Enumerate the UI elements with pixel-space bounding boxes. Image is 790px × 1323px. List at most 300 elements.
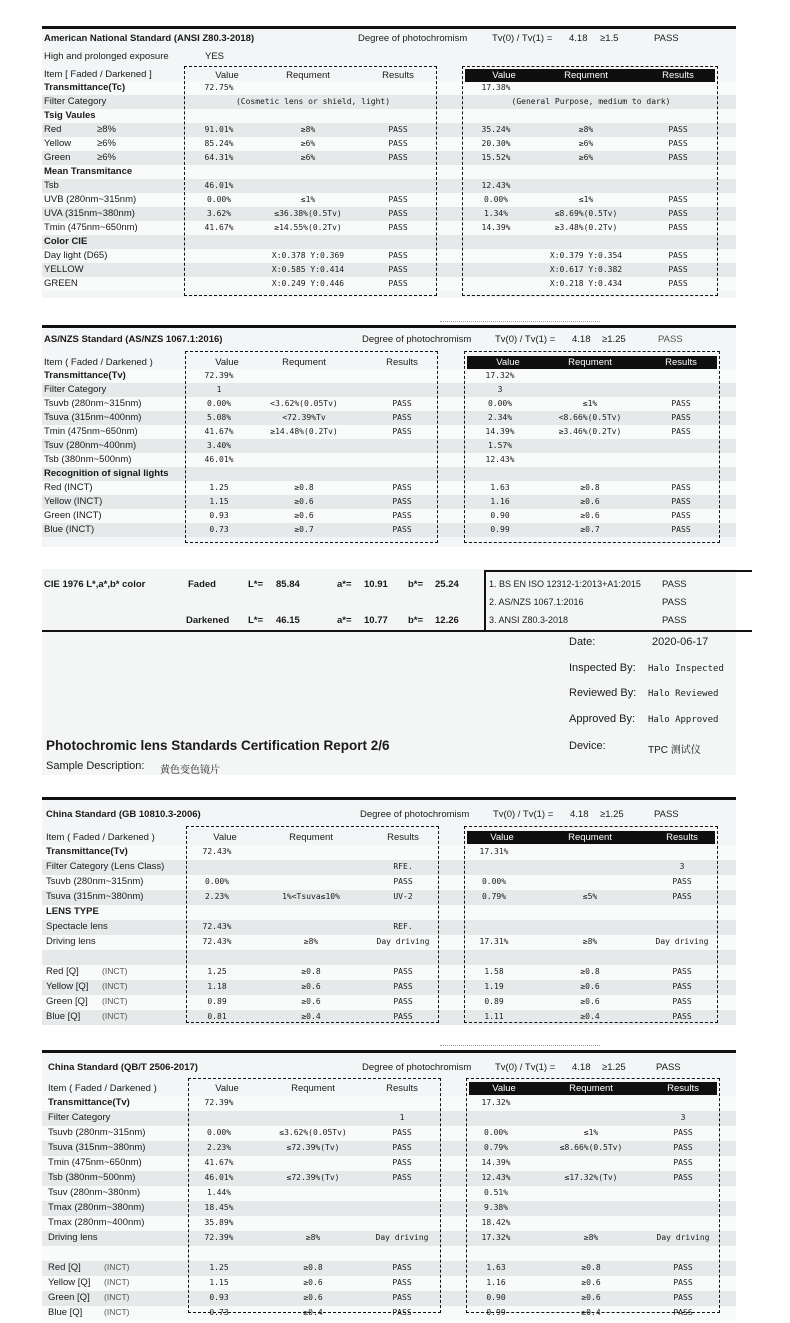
darkened-value: 1.58 xyxy=(484,967,504,976)
darkened-value: 0.00% xyxy=(483,195,509,204)
darkened-requirement: ≥0.6 xyxy=(581,1278,601,1287)
ratio-value: 4.18 xyxy=(572,1062,591,1073)
row-label: Green [Q] xyxy=(48,1292,90,1303)
reviewed-value: Halo Reviewed xyxy=(648,689,719,699)
sample-value: 黄色变色镜片 xyxy=(160,765,220,776)
faded-a-value: 10.91 xyxy=(364,579,388,590)
faded-value-header: Value xyxy=(215,1083,239,1094)
faded-result: RFE. xyxy=(393,862,413,871)
device-value: TPC 测试仪 xyxy=(648,745,701,756)
row-label: Spectacle lens xyxy=(46,921,108,932)
darkened-value: 20.30% xyxy=(481,139,511,148)
faded-value: 1.25 xyxy=(209,483,229,492)
faded-value: 0.73 xyxy=(209,1308,229,1317)
row-label: Filter Category (Lens Class) xyxy=(46,861,165,872)
darkened-value: 14.39% xyxy=(481,1158,511,1167)
faded-value: 1.18 xyxy=(207,982,227,991)
row-label: Transmittance(Tv) xyxy=(44,370,126,381)
faded-l-value: 85.84 xyxy=(276,579,300,590)
faded-result: PASS xyxy=(393,877,413,886)
section-title: AS/NZS Standard (AS/NZS 1067.1:2016) xyxy=(44,334,223,345)
row-label: Yellow [Q] xyxy=(48,1277,91,1288)
darkened-requirement: ≥3.46%(0.2Tv) xyxy=(558,427,622,436)
faded-value: 0.73 xyxy=(209,525,229,534)
faded-b-value: 25.24 xyxy=(435,579,459,590)
item-header: Item [ Faded / Darkened ] xyxy=(44,69,152,80)
faded-value: 72.75% xyxy=(204,83,234,92)
row-label: LENS TYPE xyxy=(46,906,99,917)
darkened-column-header xyxy=(469,1082,717,1095)
darkened-value: 35.24% xyxy=(481,125,511,134)
faded-result: PASS xyxy=(392,413,412,422)
faded-value: 0.93 xyxy=(209,1293,229,1302)
date-value: 2020-06-17 xyxy=(652,636,709,648)
ratio-requirement: ≥1.25 xyxy=(602,334,626,345)
row-inct-tag: (INCT) xyxy=(102,966,128,976)
faded-requirement: ≥0.8 xyxy=(301,967,321,976)
row-label: Tmin (475nm~650nm) xyxy=(48,1157,142,1168)
darkened-requirement: ≥0.6 xyxy=(580,511,600,520)
ratio-value: 4.18 xyxy=(569,33,588,44)
faded-value: 72.43% xyxy=(202,922,232,931)
darkened-value-header: Value xyxy=(496,357,520,368)
faded-result: Day driving xyxy=(375,1233,429,1242)
row-label: Yellow xyxy=(44,138,72,149)
darkened-result: PASS xyxy=(668,279,688,288)
darkened-result: PASS xyxy=(668,265,688,274)
faded-requirement: ≥0.6 xyxy=(294,497,314,506)
row-label: UVB (280nm~315nm) xyxy=(44,194,137,205)
ratio-result: PASS xyxy=(656,1062,681,1073)
faded-result: PASS xyxy=(392,1143,412,1152)
faded-value: 3.40% xyxy=(206,441,232,450)
darkened-requirement: ≤1% xyxy=(582,399,598,408)
darkened-value: 14.39% xyxy=(481,223,511,232)
darkened-value: 17.32% xyxy=(481,1098,511,1107)
darkened-result: PASS xyxy=(668,223,688,232)
section-top-rule xyxy=(42,325,736,328)
darkened-value: 1.63 xyxy=(486,1263,506,1272)
row-inct-tag: (INCT) xyxy=(104,1292,130,1302)
faded-result: PASS xyxy=(388,279,408,288)
faded-results-header: Results xyxy=(387,832,419,843)
row-label: Tsuva (315nm~400nm) xyxy=(44,412,142,423)
exposure-value: YES xyxy=(205,51,225,62)
darkened-requirement: ≤1% xyxy=(583,1128,599,1137)
faded-requirement: ≥8% xyxy=(305,1233,321,1242)
faded-requirement: ≥0.4 xyxy=(303,1308,323,1317)
faded-result: PASS xyxy=(388,265,408,274)
faded-value: 46.01% xyxy=(204,181,234,190)
faded-result: PASS xyxy=(388,251,408,260)
darkened-l-value: 46.15 xyxy=(276,615,300,626)
darkened-result: PASS xyxy=(673,1293,693,1302)
exposure-label: High and prolonged exposure xyxy=(44,51,169,62)
row-label: YELLOW xyxy=(44,264,84,275)
faded-value: 0.00% xyxy=(206,195,232,204)
darkened-result: PASS xyxy=(673,1173,693,1182)
faded-requirement: ≥0.6 xyxy=(301,982,321,991)
row-label: Red (INCT) xyxy=(44,482,93,493)
section-divider xyxy=(440,1045,600,1046)
faded-value-header: Value xyxy=(213,832,237,843)
row-label: Tsuv (280nm~400nm) xyxy=(44,440,137,451)
gb-section xyxy=(42,797,736,1025)
darkened-value: 0.89 xyxy=(484,997,504,1006)
darkened-result: PASS xyxy=(671,483,691,492)
faded-result: PASS xyxy=(388,209,408,218)
faded-value: 0.89 xyxy=(207,997,227,1006)
ratio-label: Tv(0) / Tv(1) = xyxy=(495,1062,556,1073)
section-title: China Standard (GB 10810.3-2006) xyxy=(46,809,201,820)
darkened-value: 1.34% xyxy=(483,209,509,218)
darkened-value: 2.34% xyxy=(487,413,513,422)
darkened-requirement: ≤17.32%(Tv) xyxy=(564,1173,618,1182)
faded-value: 0.81 xyxy=(207,1012,227,1021)
ratio-value: 4.18 xyxy=(570,809,589,820)
darkened-l-label: L*= xyxy=(248,615,264,626)
faded-result: PASS xyxy=(388,139,408,148)
darkened-result: PASS xyxy=(671,511,691,520)
darkened-value: 0.79% xyxy=(483,1143,509,1152)
section-top-rule xyxy=(42,26,736,29)
darkened-requirement: ≥0.8 xyxy=(580,483,600,492)
faded-value: 2.23% xyxy=(206,1143,232,1152)
item-header: Item ( Faded / Darkened ) xyxy=(46,832,155,843)
faded-result: PASS xyxy=(392,399,412,408)
darkened-value: 12.43% xyxy=(485,455,515,464)
faded-result: Day driving xyxy=(376,937,430,946)
darkened-result: PASS xyxy=(672,967,692,976)
standards-box xyxy=(484,570,752,632)
faded-column-header xyxy=(185,356,438,369)
degree-label: Degree of photochromism xyxy=(362,334,472,345)
darkened-value: 0.51% xyxy=(483,1188,509,1197)
faded-l-label: L*= xyxy=(248,579,264,590)
ratio-requirement: ≥1.25 xyxy=(600,809,624,820)
darkened-results-header: Results xyxy=(662,70,694,81)
faded-value: 46.01% xyxy=(204,455,234,464)
darkened-result: PASS xyxy=(668,195,688,204)
inspected-label: Inspected By: xyxy=(569,662,636,674)
ratio-value: 4.18 xyxy=(572,334,591,345)
darkened-requirement: ≤8.69%(0.5Tv) xyxy=(554,209,618,218)
row-label: Blue [Q] xyxy=(46,1011,81,1022)
faded-value: 91.01% xyxy=(204,125,234,134)
darkened-result: PASS xyxy=(668,209,688,218)
darkened-value: 0.90 xyxy=(486,1293,506,1302)
darkened-results-header: Results xyxy=(666,832,698,843)
faded-results-header: Results xyxy=(386,357,418,368)
faded-requirement-header: Requment xyxy=(282,357,326,368)
standard-3-name: 3. ANSI Z80.3-2018 xyxy=(489,615,569,625)
faded-value: 2.23% xyxy=(204,892,230,901)
darkened-requirement: ≤5% xyxy=(582,892,598,901)
darkened-result: PASS xyxy=(671,497,691,506)
faded-column-header xyxy=(186,831,439,844)
darkened-value: 0.90 xyxy=(490,511,510,520)
darkened-value: 1.57% xyxy=(487,441,513,450)
darkened-result: PASS xyxy=(673,1278,693,1287)
faded-value: 41.67% xyxy=(204,1158,234,1167)
cie-label: CIE 1976 L*,a*,b* color xyxy=(44,579,146,590)
faded-result: PASS xyxy=(392,1173,412,1182)
faded-value: 1.15 xyxy=(209,1278,229,1287)
darkened-requirement: ≥0.4 xyxy=(580,1012,600,1021)
faded-requirement: ≤72.39%(Tv) xyxy=(286,1173,340,1182)
device-label: Device: xyxy=(569,740,606,752)
darkened-value: 17.38% xyxy=(481,83,511,92)
faded-requirement: <72.39%Tv xyxy=(282,413,326,422)
faded-result: PASS xyxy=(393,997,413,1006)
row-label: Yellow (INCT) xyxy=(44,496,103,507)
darkened-requirement: ≤1% xyxy=(578,195,594,204)
row-label: Day light (D65) xyxy=(44,250,108,261)
darkened-result: PASS xyxy=(671,399,691,408)
row-label: Tsuva (315nm~380nm) xyxy=(48,1142,146,1153)
faded-result: PASS xyxy=(392,511,412,520)
darkened-requirement: ≥8% xyxy=(578,125,594,134)
faded-value: 41.67% xyxy=(204,427,234,436)
row-label: Red xyxy=(44,124,62,135)
ansi-section xyxy=(42,26,736,298)
row-label: Tsb (380nm~500nm) xyxy=(44,454,132,465)
darkened-value: 9.38% xyxy=(483,1203,509,1212)
row-label: Blue (INCT) xyxy=(44,524,95,535)
darkened-requirement-header: Requment xyxy=(568,357,612,368)
summary-divider xyxy=(42,630,484,632)
darkened-a-value: 10.77 xyxy=(364,615,388,626)
darkened-requirement: ≥0.6 xyxy=(580,982,600,991)
standard-2-result: PASS xyxy=(662,597,687,608)
faded-value-header: Value xyxy=(215,70,239,81)
darkened-value: 17.32% xyxy=(481,1233,511,1242)
item-header: Item ( Faded / Darkened ) xyxy=(48,1083,157,1094)
row-label: Driving lens xyxy=(46,936,96,947)
row-threshold: ≥6% xyxy=(97,152,116,163)
ratio-result: PASS xyxy=(658,334,683,345)
faded-value: 72.39% xyxy=(204,1098,234,1107)
darkened-requirement: ≥0.4 xyxy=(581,1308,601,1317)
faded-requirement: ≥0.6 xyxy=(303,1278,323,1287)
darkened-value: 0.79% xyxy=(481,892,507,901)
row-label: Filter Category xyxy=(44,96,107,107)
faded-requirement-header: Requment xyxy=(291,1083,335,1094)
faded-value: 5.08% xyxy=(206,413,232,422)
asnzs-section xyxy=(42,325,736,547)
faded-result: PASS xyxy=(392,427,412,436)
darkened-result: Day driving xyxy=(656,1233,710,1242)
sample-label: Sample Description: xyxy=(46,760,145,772)
darkened-value-header: Value xyxy=(492,1083,516,1094)
faded-result: PASS xyxy=(392,1263,412,1272)
darkened-column-header xyxy=(467,831,715,844)
row-label: Tsuvb (280nm~315nm) xyxy=(48,1127,146,1138)
row-label: Tsig Vaules xyxy=(44,110,96,121)
row-threshold: ≥8% xyxy=(97,124,116,135)
section-title: American National Standard (ANSI Z80.3-2018) xyxy=(44,33,255,44)
faded-value: 0.93 xyxy=(209,511,229,520)
row-inct-tag: (INCT) xyxy=(104,1262,130,1272)
darkened-result: 3 xyxy=(679,862,685,871)
darkened-result: PASS xyxy=(668,251,688,260)
row-label: Tsuv (280nm~380nm) xyxy=(48,1187,141,1198)
faded-requirement-header: Requment xyxy=(286,70,330,81)
faded-requirement: <3.62%(0.05Tv) xyxy=(270,399,338,408)
ratio-label: Tv(0) / Tv(1) = xyxy=(493,809,554,820)
ratio-label: Tv(0) / Tv(1) = xyxy=(492,33,553,44)
darkened-requirement-header: Requment xyxy=(564,70,608,81)
ratio-requirement: ≥1.25 xyxy=(602,1062,626,1073)
faded-value: 3.62% xyxy=(206,209,232,218)
faded-results-header: Results xyxy=(386,1083,418,1094)
degree-label: Degree of photochromism xyxy=(358,33,468,44)
darkened-result: PASS xyxy=(671,525,691,534)
darkened-value-header: Value xyxy=(490,832,514,843)
faded-result: REF. xyxy=(393,922,413,931)
darkened-requirement: ≥0.6 xyxy=(581,1293,601,1302)
darkened-results-header: Results xyxy=(667,1083,699,1094)
ratio-result: PASS xyxy=(654,33,679,44)
darkened-requirement: ≥3.48%(0.2Tv) xyxy=(554,223,618,232)
row-label: Filter Category xyxy=(44,384,107,395)
faded-value: 72.39% xyxy=(204,1233,234,1242)
row-label: Tmin (475nm~650nm) xyxy=(44,222,138,233)
faded-result: PASS xyxy=(388,125,408,134)
faded-results-header: Results xyxy=(382,70,414,81)
darkened-requirement-header: Requment xyxy=(569,1083,613,1094)
row-inct-tag: (INCT) xyxy=(102,981,128,991)
faded-value: 1 xyxy=(216,385,222,394)
faded-result: PASS xyxy=(392,1128,412,1137)
row-inct-tag: (INCT) xyxy=(104,1307,130,1317)
darkened-result: PASS xyxy=(671,427,691,436)
faded-value: 72.43% xyxy=(202,847,232,856)
row-label: Tsuvb (280nm~315nm) xyxy=(46,876,144,887)
faded-result: PASS xyxy=(393,1012,413,1021)
faded-result: PASS xyxy=(393,982,413,991)
faded-requirement: ≥0.6 xyxy=(301,997,321,1006)
darkened-requirement: ≥0.6 xyxy=(580,497,600,506)
faded-value-header: Value xyxy=(215,357,239,368)
faded-requirement: 1%<Tsuva≤10% xyxy=(282,892,340,901)
darkened-value: 17.32% xyxy=(485,371,515,380)
darkened-value: 0.00% xyxy=(483,1128,509,1137)
faded-requirement: ≥8% xyxy=(303,937,319,946)
faded-result: PASS xyxy=(388,195,408,204)
faded-requirement: ≥0.8 xyxy=(294,483,314,492)
faded-result: PASS xyxy=(392,497,412,506)
row-label: Red [Q] xyxy=(48,1262,81,1273)
faded-value: 72.39% xyxy=(204,371,234,380)
inspected-value: Halo Inspected xyxy=(648,664,724,674)
faded-requirement: X:0.378 Y:0.369 xyxy=(271,251,345,260)
faded-requirement: ≥0.6 xyxy=(303,1293,323,1302)
darkened-result: PASS xyxy=(672,1012,692,1021)
row-label: Transmittance(Tv) xyxy=(46,846,128,857)
row-label: UVA (315nm~380nm) xyxy=(44,208,135,219)
faded-result: PASS xyxy=(392,1158,412,1167)
section-title: China Standard (QB/T 2506-2017) xyxy=(48,1062,198,1073)
darkened-results-header: Results xyxy=(665,357,697,368)
faded-column-header xyxy=(184,69,437,82)
darkened-label: Darkened xyxy=(186,615,230,626)
darkened-a-label: a*= xyxy=(337,615,352,626)
standard-1-result: PASS xyxy=(662,579,687,590)
faded-requirement: ≥14.48%(0.2Tv) xyxy=(270,427,338,436)
faded-requirement: X:0.585 Y:0.414 xyxy=(271,265,345,274)
darkened-result: PASS xyxy=(672,877,692,886)
faded-result: PASS xyxy=(393,967,413,976)
darkened-value: 0.99 xyxy=(486,1308,506,1317)
darkened-result: PASS xyxy=(671,413,691,422)
section-top-rule xyxy=(42,797,736,800)
row-label: Tmax (280nm~380nm) xyxy=(48,1202,145,1213)
row-threshold: ≥6% xyxy=(97,138,116,149)
faded-a-label: a*= xyxy=(337,579,352,590)
darkened-requirement: ≤8.66%(0.5Tv) xyxy=(559,1143,623,1152)
darkened-value: 17.31% xyxy=(479,847,509,856)
row-inct-tag: (INCT) xyxy=(104,1277,130,1287)
faded-result: PASS xyxy=(392,525,412,534)
item-header: Item ( Faded / Darkened ) xyxy=(44,357,153,368)
faded-requirement: ≥14.55%(0.2Tv) xyxy=(274,223,342,232)
faded-filter-category: (Cosmetic lens or shield, light) xyxy=(235,97,391,106)
darkened-requirement: ≥0.8 xyxy=(580,967,600,976)
darkened-result: PASS xyxy=(673,1128,693,1137)
faded-requirement: X:0.249 Y:0.446 xyxy=(271,279,345,288)
standard-2-name: 2. AS/NZS 1067.1:2016 xyxy=(489,597,584,607)
darkened-value: 0.00% xyxy=(487,399,513,408)
row-label: Tsb (380nm~500nm) xyxy=(48,1172,136,1183)
faded-value: 64.31% xyxy=(204,153,234,162)
faded-requirement: ≥0.7 xyxy=(294,525,314,534)
faded-requirement: ≥6% xyxy=(300,139,316,148)
row-label: Green [Q] xyxy=(46,996,88,1007)
faded-result: PASS xyxy=(388,153,408,162)
faded-result: PASS xyxy=(392,1308,412,1317)
darkened-value: 1.11 xyxy=(484,1012,504,1021)
darkened-result: PASS xyxy=(673,1158,693,1167)
darkened-value: 14.39% xyxy=(485,427,515,436)
darkened-requirement: ≥6% xyxy=(578,139,594,148)
faded-result: 1 xyxy=(399,1113,405,1122)
degree-label: Degree of photochromism xyxy=(362,1062,472,1073)
section-top-rule xyxy=(42,1050,736,1053)
darkened-requirement: ≥8% xyxy=(582,937,598,946)
darkened-value: 1.19 xyxy=(484,982,504,991)
darkened-column-header xyxy=(467,356,717,369)
darkened-requirement: ≥6% xyxy=(578,153,594,162)
darkened-requirement: ≥8% xyxy=(583,1233,599,1242)
ratio-result: PASS xyxy=(654,809,679,820)
darkened-result: PASS xyxy=(673,1263,693,1272)
faded-requirement: ≤36.38%(0.5Tv) xyxy=(274,209,342,218)
darkened-value: 1.16 xyxy=(486,1278,506,1287)
darkened-value: 12.43% xyxy=(481,181,511,190)
faded-value: 0.00% xyxy=(206,399,232,408)
faded-result: PASS xyxy=(392,483,412,492)
row-inct-tag: (INCT) xyxy=(102,996,128,1006)
row-inct-tag: (INCT) xyxy=(102,1011,128,1021)
faded-label: Faded xyxy=(188,579,216,590)
row-label: Tsb xyxy=(44,180,59,191)
faded-result: PASS xyxy=(392,1293,412,1302)
ratio-requirement: ≥1.5 xyxy=(600,33,619,44)
darkened-value-header: Value xyxy=(492,70,516,81)
darkened-value: 1.63 xyxy=(490,483,510,492)
faded-value: 18.45% xyxy=(204,1203,234,1212)
